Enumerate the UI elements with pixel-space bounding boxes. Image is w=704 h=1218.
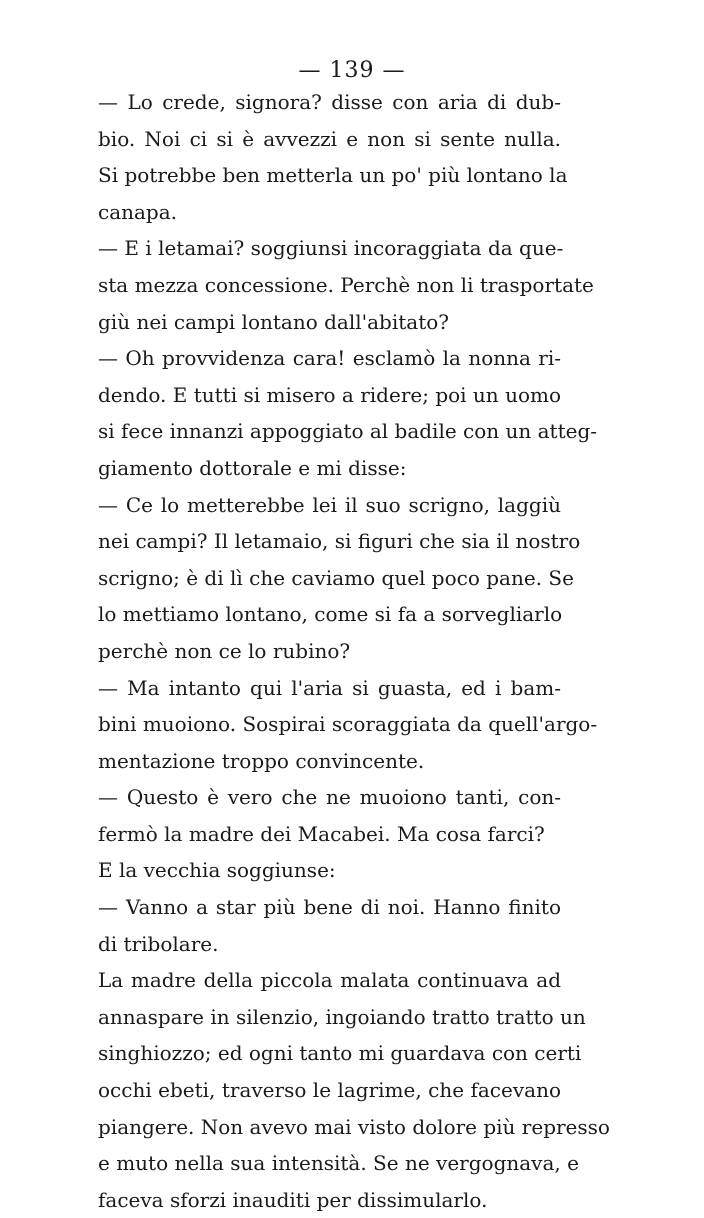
body-text (98, 84, 610, 1218)
text-line: dendo. E tutti si misero a ridere; poi un uomo (98, 382, 561, 407)
text-line: scrigno; è di lì che caviamo quel poco pane. Se (98, 565, 574, 590)
text-line: canapa. (98, 199, 178, 224)
text-line: giamento dottorale e mi disse: (98, 455, 407, 480)
text-line: fermò la madre dei Macabei. Ma cosa farci? (98, 821, 545, 846)
text-line: lo mettiamo lontano, come si fa a sorvegliarlo (98, 602, 563, 627)
text-line: — E i letamai? soggiunsi incoraggiata da que- (98, 236, 564, 261)
text-line: annaspare in silenzio, ingoiando tratto tratto un (98, 1004, 586, 1029)
text-line: — Ma intanto qui l'aria si guasta, ed i bam- (98, 675, 561, 700)
text-line: e muto nella sua intensità. Se ne vergognava, e (98, 1151, 579, 1176)
text-line: giù nei campi lontano dall'abitato? (98, 309, 450, 334)
text-line: si fece innanzi appoggiato al badile con un atteg- (98, 419, 598, 444)
text-line: di tribolare. (98, 931, 219, 956)
page-number: — 139 — (298, 58, 406, 83)
text-line: perchè non ce lo rubino? (98, 638, 351, 663)
text-line: piangere. Non avevo mai visto dolore più represso (98, 1114, 610, 1139)
text-line: — Lo crede, signora? disse con aria di dub- (98, 90, 561, 114)
text-line: Si potrebbe ben metterla un po' più lontano la (98, 163, 568, 188)
text-line: bio. Noi ci si è avvezzi e non si sente nulla. (98, 126, 561, 151)
text-line: — Ce lo metterebbe lei il suo scrigno, laggiù (98, 492, 561, 517)
text-line: singhiozzo; ed ogni tanto mi guardava con certi (98, 1041, 582, 1066)
text-line: La madre della piccola malata continuava ad (98, 968, 561, 993)
text-line: sta mezza concessione. Perchè non li trasportate (98, 272, 594, 297)
text-line: mentazione troppo convincente. (98, 748, 425, 773)
text-line: bini muoiono. Sospirai scoraggiata da quell'argo- (98, 712, 598, 737)
text-line: nei campi? Il letamaio, si figuri che sia il nostro (98, 529, 581, 554)
text-line: — Vanno a star più bene di noi. Hanno finito (98, 895, 561, 920)
text-line: — Questo è vero che ne muoiono tanti, con- (98, 785, 561, 810)
text-line: occhi ebeti, traverso le lagrime, che facevano (98, 1078, 561, 1103)
text-line: — Oh provvidenza cara! esclamò la nonna ri- (98, 346, 561, 371)
text-line: E la vecchia soggiunse: (98, 858, 336, 883)
text-line: faceva sforzi inauditi per dissimularlo. (98, 1187, 488, 1212)
